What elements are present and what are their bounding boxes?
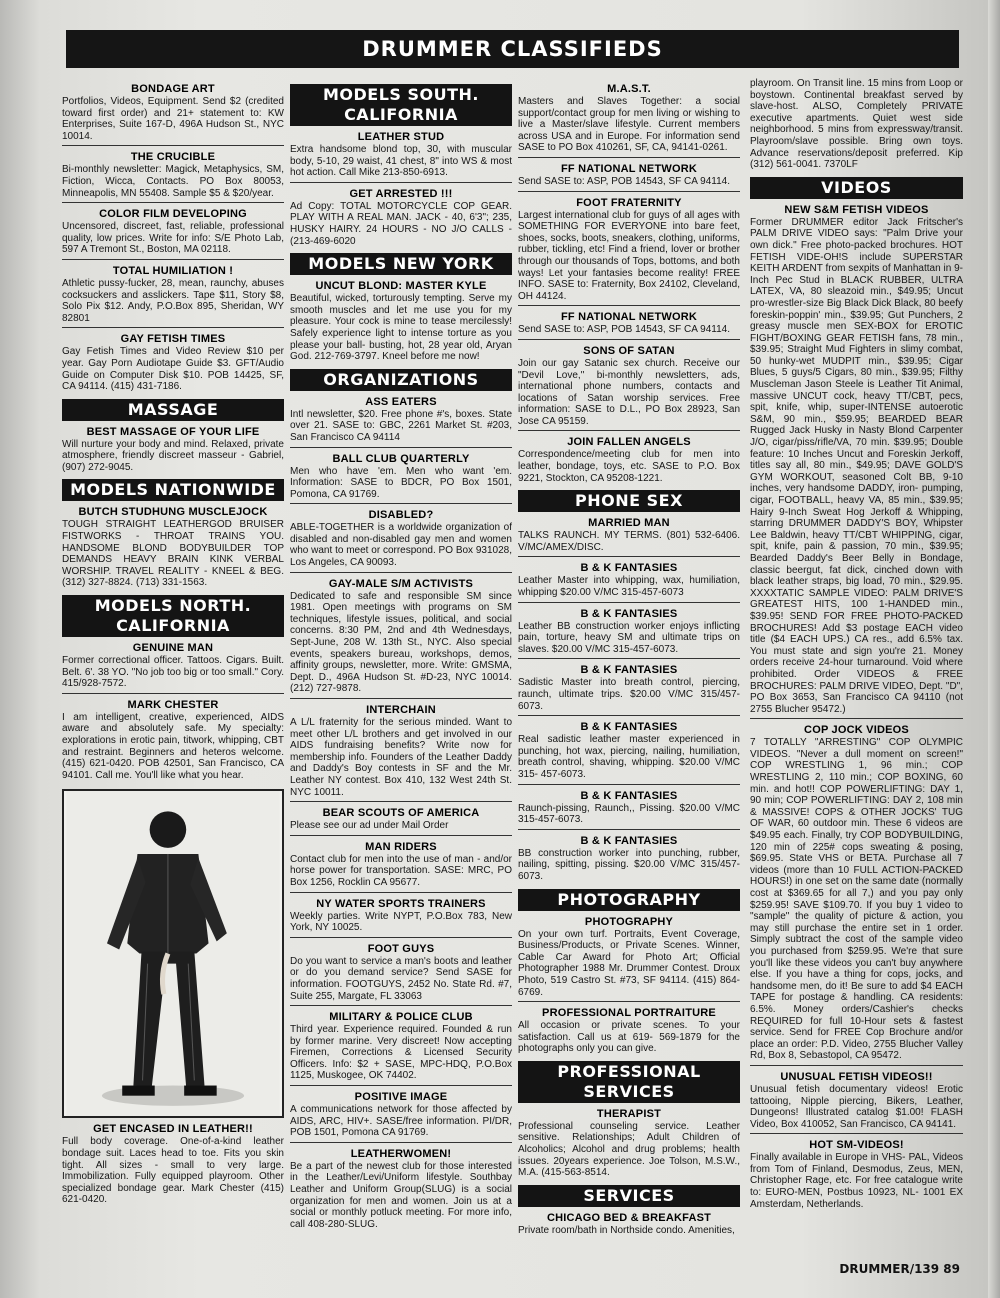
ad-body: Send SASE to: ASP, POB 14543, SF CA 94114. xyxy=(518,324,730,336)
divider xyxy=(62,259,284,260)
classified-ad xyxy=(518,916,740,1003)
ad-heading: GAY-MALE S/M ACTIVISTS xyxy=(328,577,474,590)
classifieds-banner: DRUMMER CLASSIFIEDS xyxy=(66,30,959,68)
ad-body: Correspondence/meeting club for men into leather, bondage, toys, etc. SASE to P.O. Box 9221, Stockton, CA 95208-1221. xyxy=(518,449,740,484)
divider xyxy=(290,182,512,183)
ad-body: Athletic pussy-fucker, 28, mean, raunchy, abuses cocksuckers and asslickers. Tape $11, Story $8, Solo Pix $12. Andy, P.O.Box 895, Sheridan, WY 82801 xyxy=(62,277,284,324)
divider xyxy=(290,892,512,893)
classified-ad xyxy=(518,1212,740,1237)
ad-body: TOUGH STRAIGHT LEATHERGOD BRUISER FISTWORKS - THROAT TRAINS YOU. HANDSOME BLOND BODYBUILDER TOP DEMANDS HEAVY BRAIN KINK VERBAL WORSHIP. TRAVEL REALITY - KNEEL & BEG. (312) 327-8824. (713) 331-1563. xyxy=(62,519,284,589)
divider xyxy=(518,784,740,785)
classified-ad xyxy=(750,724,963,1066)
ad-heading: FF NATIONAL NETWORK xyxy=(561,311,697,324)
ad-body: 7 TOTALLY "ARRESTING" COP OLYMPIC VIDEOS. "Never a dull moment on screen!" COP WRESTLING 1, 96 min.; COP WRESTLING 2, 110 min.; COP BOXING, 60 min. and hot!! COP POWERLIFTING: DAY 1, 90 min; COP POWERLIFTING: DAY 2, 108 min & MASSIVE! COPS & OTHER JOCKS' TUG OF WAR, 60 outdoor min. These 6 videos are $49.95 each. Finally, try COP BODYBUILDING, 120 min of 225# cops sweating & posing, $69.95. State VHS or BETA. Purchase all 7 videos (more than 10 FULL ACTION-PACKED HOURS!) in one set on the same date (normally cost at $369.65 for all 7,) and you pay only $259.95! SAVE $109.70. If you buy 1 video to "sample" the quality of picture & action, you may still purchase the entire set in 1 order. Simply subtract the cost of the sample video you purchased from $259.95. We're that sure you'll like these videos you can't buy anywhere else. If you have a thing for cops, jocks, and handsome men, do it! Be sure to add $4 EACH TAPE for postage & handling. CA residents: 6.5%. Money orders/Cashier's checks REQUIRED for full 10-Hour sets & fastest service. Send for FREE Cop Brochure and/or place an order: P.D. Video, 2755 Blucher Valley Rd, Box 8, Sebastopol, CA 95472. xyxy=(750,737,963,1062)
ad-heading: GET ENCASED IN LEATHER!! xyxy=(93,1123,253,1136)
leather-suit-figure-image xyxy=(64,791,282,1116)
classified-ad xyxy=(290,453,512,505)
classified-ad xyxy=(290,1011,512,1086)
page-footer: DRUMMER/139 89 xyxy=(839,1262,960,1276)
classified-ad xyxy=(62,699,284,782)
ad-body: Full body coverage. One-of-a-kind leather bondage suit. Laces head to toe. Fits you skin tight. All sizes - small to very large. Immobilization. Fully equipped playroom. Other specialized bondage gear. Mark Chester (415) 621-0420. xyxy=(62,1136,284,1206)
divider xyxy=(518,191,740,192)
ad-body: Be a part of the newest club for those interested in the Leather/Levi/Uniform lifestyle. Southbay Leather and Uniform Group(SLUG) is a social organization for men and women. Join us at a social or monthly potluck meeting. For more info, call 408-280-SLUG. xyxy=(290,1160,512,1230)
ad-body: Uncensored, discreet, fast, reliable, professional quality, low prices. Write for info: S/E Photo Lab, 597 A Tremont St., Boston, MA 02118. xyxy=(62,221,284,256)
category-header: ORGANIZATIONS xyxy=(290,369,512,391)
ad-body: BB construction worker into punching, rubber, nailing, spitting, pissing. $20.00 V/MC 315/457-6073. xyxy=(518,847,740,882)
divider xyxy=(750,1133,963,1134)
ad-heading: BONDAGE ART xyxy=(131,83,215,95)
ad-heading: TOTAL HUMILIATION ! xyxy=(112,264,234,277)
divider xyxy=(290,1005,512,1006)
ad-heading: FOOT FRATERNITY xyxy=(576,196,682,209)
classified-ad xyxy=(290,396,512,448)
category-header: VIDEOS xyxy=(750,177,963,199)
classified-ad xyxy=(518,197,740,307)
classified-ad xyxy=(290,898,512,938)
column-1 xyxy=(62,78,284,1258)
column-2 xyxy=(290,78,512,1258)
classified-ad xyxy=(518,562,740,602)
ad-body: Raunch-pissing, Raunch,, Pissing. $20.00 V/MC 315-457-6073. xyxy=(518,802,740,826)
classified-ad xyxy=(290,943,512,1006)
ad-heading: UNCUT BLOND: MASTER KYLE xyxy=(315,280,487,293)
classified-ad xyxy=(518,608,740,660)
ad-heading: THE CRUCIBLE xyxy=(130,151,216,164)
classified-ad xyxy=(290,578,512,699)
ad-body: On your own turf. Portraits, Event Coverage, Business/Products, or Private Scenes. Winner, Cable Car Award for Photo Art; Official Photographer 1988 Mr. Drummer Contest. Droux Photo, 519 Castro St. #73, SF 94114. (415) 864-6769. xyxy=(518,928,740,998)
classified-ad xyxy=(518,1108,740,1179)
divider xyxy=(518,339,740,340)
ad-heading: B & K FANTASIES xyxy=(580,664,678,677)
ad-body: I am intelligent, creative, experienced, AIDS aware and absolutely safe. My specialty: explorations in erotic pain, titwork, whipping, CBT and restraint. Beginners and heteros welcome. (415) 621-0420. POB 42501, San Francisco, CA 94101. Call me. You'll like what you hear. xyxy=(62,711,284,781)
ad-heading: DISABLED? xyxy=(368,509,434,522)
ad-heading: B & K FANTASIES xyxy=(580,721,678,734)
ad-body: Ad Copy: TOTAL MOTORCYCLE COP GEAR. PLAY WITH A REAL MAN. JACK - 40, 6'3"; 235, HUSKY HAIRY. 24 HOURS - NO J/O CALLS - (213-469-6020 xyxy=(290,200,512,247)
divider xyxy=(518,715,740,716)
divider xyxy=(518,829,740,830)
ad-heading: GAY FETISH TIMES xyxy=(120,333,226,346)
divider xyxy=(290,503,512,504)
ad-body: Beautiful, wicked, torturously tempting. Serve my smooth muscles and let me use you for my pleasure. Your cock is mine to tease mercilessly! Safely experience light to intense torture as you please your ball- busting, hot, 28 year old, Aryan God. 212-769-3797. Kneel before me now! xyxy=(290,293,512,363)
divider xyxy=(518,602,740,603)
ad-body: Largest international club for guys of all ages with SOMETHING FOR EVERYONE into bare feet, shoes, socks, boots, sneakers, clothing, uniforms, rubber, tickling, etc! Find a friend, lover or brother through our thousands of Tops, bottoms, and both ways! Let your fantasies become reality! FREE INFO. SASE to: Fraternity, Box 24102, Cleveland, OH 44124. xyxy=(518,209,740,302)
classified-ad xyxy=(518,517,740,557)
ad-body: Private room/bath in Northside condo. Amenities, xyxy=(518,1224,735,1236)
divider xyxy=(518,430,740,431)
divider xyxy=(290,698,512,699)
ad-heading: UNUSUAL FETISH VIDEOS!! xyxy=(780,1070,933,1083)
classified-ad xyxy=(62,426,284,474)
ad-heading: B & K FANTASIES xyxy=(580,607,678,620)
divider xyxy=(518,305,740,306)
divider xyxy=(290,447,512,448)
classified-ad xyxy=(290,704,512,802)
ad-heading: THERAPIST xyxy=(596,1107,662,1120)
ad-body: Gay Fetish Times and Video Review $10 per year. Gay Porn Audiotape Guide $3. GFT/Audio Guide on Computer Disk $10. POB 14425, SF, CA 94114. (415) 431-7186. xyxy=(62,346,284,393)
divider xyxy=(290,835,512,836)
classified-ad xyxy=(518,835,740,883)
classified-ad xyxy=(290,509,512,572)
ad-body: TALKS RAUNCH. MY TERMS. (801) 532-6406. V/MC/AMEX/DISC. xyxy=(518,530,740,553)
ad-body: Dedicated to safe and responsible SM since 1981. Open meetings with programs on SM techniques, lifestyle issues, political, and social concerns. 8:30 PM, 2nd and 4th Wednesdays, Sept-June, 208 W. 13th St., NYC. Also special events, speakers bureau, workshops, demos, affinity groups, newsletter, more. Write: GMSMA, Dept. D., 496A Hudson St. #D-23, NYC 10014. (212) 727-9878. xyxy=(290,590,512,695)
classified-ad xyxy=(62,208,284,260)
page-curl-shadow xyxy=(988,0,1000,1298)
ad-heading: SONS OF SATAN xyxy=(583,344,675,357)
category-header: MODELS NATIONWIDE xyxy=(62,479,284,501)
classified-ad xyxy=(518,790,740,830)
ad-heading: MARRIED MAN xyxy=(588,517,670,530)
ad-body: Join our gay Satanic sex church. Receive our "Devil Love," bi-monthly newsletters, ads, international phone numbers, contacts and locations of Satan worship services. Free information: SASE to D.L., PO Box 28923, San Jose CA 95159. xyxy=(518,357,740,427)
classified-ad xyxy=(62,333,284,392)
ad-body: Extra handsome blond top, 30, with muscular body, 5-10, 29 waist, 41 chest, 8" into WS & most hot action. Call Mike 213-850-6913. xyxy=(290,144,512,179)
ad-body: Will nurture your body and mind. Relaxed, private atmosphere, friendly discreet masseur - Gabriel, (907) 272-9045. xyxy=(62,438,284,473)
divider xyxy=(290,572,512,573)
divider xyxy=(62,202,284,203)
divider xyxy=(290,1085,512,1086)
ad-body: Finally available in Europe in VHS- PAL, Videos from Tom of Finland, Desmodus, Zeus, MEN, Christopher Rage, etc. For free catalogue write to: EURO-MEN, Postbus 10923, NL- 1001 EX Amsterdam, Netherlands. xyxy=(750,1152,963,1210)
divider xyxy=(518,157,740,158)
ad-body: Send SASE to: ASP, POB 14543, SF CA 94114. xyxy=(518,175,730,187)
classified-ad xyxy=(518,311,740,340)
classified-ad xyxy=(518,664,740,716)
ad-heading: B & K FANTASIES xyxy=(580,562,678,575)
column-3 xyxy=(518,78,740,1258)
ad-body: Contact club for men into the use of man - and/or horse power for transportation. SASE: MRC, PO Box 1256, Rocklin CA 95677. xyxy=(290,853,512,888)
ad-heading: BEST MASSAGE OF YOUR LIFE xyxy=(86,425,260,438)
classified-ad xyxy=(62,151,284,203)
ad-heading: FOOT GUYS xyxy=(367,942,435,955)
divider xyxy=(62,327,284,328)
ad-heading: NEW S&M FETISH VIDEOS xyxy=(784,203,929,216)
ad-heading: FF NATIONAL NETWORK xyxy=(561,162,697,175)
classified-ad xyxy=(750,204,963,720)
divider xyxy=(290,1142,512,1143)
ad-body: A L/L fraternity for the serious minded. Want to meet other L/L brothers and get involved in our AIDS fundraising benefits? Write now for membership info. Founders of the Leather Daddy and Daddy's Boy contests in SF and the Mr. Leather NY contest. Box 410, 132 West 24th St. NYC 10011. xyxy=(290,717,512,798)
category-header: PHOTOGRAPHY xyxy=(518,889,740,911)
ad-heading: PHOTOGRAPHY xyxy=(584,915,674,928)
ad-body: Sadistic Master into breath control, piercing, raunch, ultimate trips. $20.00 V/MC 315/457-6073. xyxy=(518,677,740,712)
divider xyxy=(518,556,740,557)
ad-body: ABLE-TOGETHER is a worldwide organization of disabled and non-disabled gay men and women who want to meet or correspond. PO Box 931028, Los Angeles, CA 90093. xyxy=(290,522,512,569)
divider xyxy=(62,145,284,146)
ad-heading: B & K FANTASIES xyxy=(580,834,678,847)
ad-body: Please see our ad under Mail Order xyxy=(290,820,449,832)
classified-ad xyxy=(290,280,512,363)
ad-heading: BUTCH STUDHUNG MUSCLEJOCK xyxy=(78,506,268,519)
ad-heading: PROFESSIONAL PORTRAITURE xyxy=(542,1007,716,1020)
category-header: MODELS NEW YORK xyxy=(290,253,512,275)
divider xyxy=(62,693,284,694)
ad-heading: GENUINE MAN xyxy=(132,642,214,655)
classified-ad xyxy=(518,345,740,432)
ad-heading: GET ARRESTED !!! xyxy=(349,187,453,200)
category-header: SERVICES xyxy=(518,1185,740,1207)
ad-heading: MARK CHESTER xyxy=(127,698,219,711)
ad-body: Masters and Slaves Together: a social support/contact group for men living or wishing to live a Master/slave lifestyle. Current members across USA and in Europe. For information send SASE to PO Box 410261, SF, CA, 94141-0261. xyxy=(518,96,740,154)
divider xyxy=(290,937,512,938)
classified-ad xyxy=(290,1148,512,1231)
classified-ad xyxy=(750,1071,963,1134)
ad-body: Professional counseling service. Leather sensitive. Relationships; Adult Children of Alcoholics; Alcohol and drug problems; health issues. 20years experience. Joe Tolson, M.S.W., M.A. (415-563-8514. xyxy=(518,1120,740,1179)
ad-heading: LEATHER STUD xyxy=(357,131,445,143)
category-header: PHONE SEX xyxy=(518,490,740,512)
ad-body: Men who have 'em. Men who want 'em. Information: SASE to BDCR, PO Box 1501, Pomona, CA 91769. xyxy=(290,465,512,500)
classified-ad xyxy=(62,1123,284,1206)
classified-ad xyxy=(62,265,284,328)
classified-ad xyxy=(290,131,512,183)
classified-ad xyxy=(290,807,512,836)
divider xyxy=(750,718,963,719)
ad-body: Former correctional officer. Tattoos. Cigars. Built. Belt. 6'. 38 YO. "No job too big or too small." Cory. 415/928-7572. xyxy=(62,655,284,690)
ad-heading: BEAR SCOUTS OF AMERICA xyxy=(322,807,480,820)
ad-heading: ASS EATERS xyxy=(365,395,437,408)
classified-ad xyxy=(750,78,963,171)
category-header: MODELS SOUTH. CALIFORNIA xyxy=(290,84,512,126)
ad-heading: COP JOCK VIDEOS xyxy=(804,724,909,737)
divider xyxy=(518,1001,740,1002)
ad-body: Weekly parties. Write NYPT, P.O.Box 783, New York, NY 10025. xyxy=(290,910,512,934)
ad-heading: LEATHERWOMEN! xyxy=(350,1147,452,1160)
classified-ad xyxy=(62,642,284,694)
ad-heading: NY WATER SPORTS TRAINERS xyxy=(316,897,486,910)
ad-heading: M.A.S.T. xyxy=(607,83,651,95)
classified-ad xyxy=(290,188,512,247)
classified-ad xyxy=(518,1007,740,1055)
ad-body: Unusual fetish documentary videos! Erotic tattooing, Nipple piercing, Bikers, Leather, Dungeons! Illustrated catalog $1.00! FLASH Video, Box 410052, San Francisco, CA 94141. xyxy=(750,1083,963,1130)
ad-heading: POSITIVE IMAGE xyxy=(354,1091,448,1104)
divider xyxy=(518,658,740,659)
ad-body: Leather Master into whipping, wax, humiliation, whipping $20.00 V/MC 315-457-6073 xyxy=(518,575,740,599)
ad-body: Former DRUMMER editor Jack Fritscher's PALM DRIVE VIDEO says: "Palm Drive your own dick." Free photo-packed brochures. HOT FETISH VIDE-OH!S include SUPERSTAR KEITH ARDENT from sexpits of Manhattan in 9-Inch Pec Stud in BLACK RUBBER, ULTRA LATEX, VA, 80 sleazoid min., $49.95; Uncut pro-wrestler-size Big Black Dick Black, 80 beefy foreskin-poppin' min., $39.95; Gut Punchers, 2 greasy muscle men SEX-BOX for EROTIC FIGHT/BOXING GEAR FETISH fans, 78 min., $39.95; Straight Mud Fighters in slimy combat, 50 hunky-wet MUDPIT min., $39.95; Cigar Blues, 5 guys/5 Cigars, 80 min., $39.95; Filthy Muscleman Jason Steele is Leather Tit Animal, massive UNCUT cock, heavy TT/CBT, pecs, spit, knife, whip, super-INTENSE autoerotic S&M, 90 min., $59.95; BEARDED BEAR Rugged Jack Husky in Nasty Blond Carpenter J/O, cigar/piss/rifle/VA, 70 min. $39.95; Double feature: 10 Inches Uncut and Foreskin Jerkoff, titles say all, 80 min., $49.95; DAVE GOLD'S GYM WORKOUT, seasoned Colt BB, 9-10 inches, very handsome DADDY, iron- pumping, cigar, FOOTBALL, heavy VA, 85 min., $39.95; Hairy 9-Inch Sweat Hog Jerkoff & Whipping, starring DRUMMER DADDY'S BOY, Whipster Lee Baldwin, heavy TT/CBT WHIPPING, cigar, spit, knife, pain & passion, 70 min., $39.95; Bearded Daddy's Beer Belly in Bondage, classic beergut, fat dick, cinched down with black leather straps, big load, 70 min., $29.95. XXXXTATIC SAMPLE VIDEO: PALM DRIVE'S GREATEST HITS, 100 1-HANDED min., $39.95! SEND FOR FREE PHOTO-PACKED BROCHURES! Add $3 postage EACH video title ($4 EACH UPS.) CA res., add 6.5% tax. You must state and sign you're 21. Money orders receive 24-hour turnaround. Void where prohibited. Order VIDEOS & FREE BROCHURES: PALM DRIVE VIDEO, Dept. "D", PO Box 3653, San Francisco CA 94110 (not 2755 Blucher 95472.) xyxy=(750,216,963,715)
ad-body: Leather BB construction worker enjoys inflicting pain, torture, heavy SM and ultimate trips on slaves. $20.00 V/MC 315-457-6073. xyxy=(518,620,740,655)
category-header: MASSAGE xyxy=(62,399,284,421)
category-header: PROFESSIONAL SERVICES xyxy=(518,1061,740,1103)
classified-ad xyxy=(750,1139,963,1210)
ad-heading: BALL CLUB QUARTERLY xyxy=(332,452,470,465)
category-header: MODELS NORTH. CALIFORNIA xyxy=(62,595,284,637)
ad-body: playroom. On Transit line. 15 mins from Loop or boystown. Continental breakfast served by slave-host. ALSO, Completely PRIVATE executive apartments. Quiet west side neighborhood. 5 mins from expressway/transit. Playroom/slave possible. Bring own toys. Advance reservations/deposit preferred. Kip (312) 561-0041. 7370LF xyxy=(750,78,963,171)
ad-body: Portfolios, Videos, Equipment. Send $2 (credited toward first order) and 21+ statement to: KW Enterprises, Suite 167-D, 496A Hudson St., NYC 10014. xyxy=(62,96,284,142)
ad-heading: HOT SM-VIDEOS! xyxy=(809,1139,904,1152)
leather-suit-photo xyxy=(62,789,284,1118)
divider xyxy=(290,801,512,802)
divider xyxy=(750,1065,963,1066)
ad-body: Bi-monthly newsletter: Magick, Metaphysics, SM, Fiction, Wicca, Contacts. PO Box 80053, Minneapolis, MN 55408. Sample $5 & $20/year. xyxy=(62,164,284,199)
classified-ad xyxy=(518,163,740,192)
classified-ad xyxy=(62,83,284,146)
ad-body: A communications network for those affected by AIDS, ARC, HIV+. SASE/free information. PI/DR, POB 1501, Pomona CA 91769. xyxy=(290,1104,512,1139)
ad-heading: B & K FANTASIES xyxy=(580,789,678,802)
ad-body: Real sadistic leather master experienced in punching, hot wax, piercing, nailing, humiliation, breath control, shaving, whipping. $20.00 V/MC 315- 457-6073. xyxy=(518,734,740,780)
classified-ad xyxy=(518,436,740,484)
ad-body: Do you want to service a man's boots and leather or do you demand service? Send SASE for information. FOOTGUYS, 2452 No. State Rd. #7, Suite 255, Margate, FL 33063 xyxy=(290,955,512,1002)
ad-heading: INTERCHAIN xyxy=(366,704,436,716)
classified-ad xyxy=(290,841,512,893)
ad-body: Third year. Experience required. Founded & run by former marine. Very discreet! Now accepting Firemen, Corrections & Licensed Security Officers. Info: $2 + SASE, MPC-HDQ, P.O.Box 1125, Muskogee, OK 74402. xyxy=(290,1024,512,1082)
ad-heading: JOIN FALLEN ANGELS xyxy=(567,436,691,449)
classified-ad xyxy=(518,721,740,784)
ad-heading: CHICAGO BED & BREAKFAST xyxy=(546,1211,712,1224)
ad-body: All occasion or private scenes. To your satisfaction. Call us at 619- 569-1879 for the photographs only you can give. xyxy=(518,1020,740,1055)
ad-heading: MILITARY & POLICE CLUB xyxy=(329,1011,473,1024)
ad-heading: MAN RIDERS xyxy=(365,840,437,853)
ad-body: Intl newsletter, $20. Free phone #'s, boxes. State over 21. SASE to: GBC, 2261 Market St. #203, San Francisco CA 94114 xyxy=(290,408,512,443)
classified-ad xyxy=(290,1091,512,1143)
classified-ad xyxy=(518,83,740,158)
column-4 xyxy=(750,78,963,1258)
classified-ad xyxy=(62,506,284,589)
ad-heading: COLOR FILM DEVELOPING xyxy=(99,208,247,221)
